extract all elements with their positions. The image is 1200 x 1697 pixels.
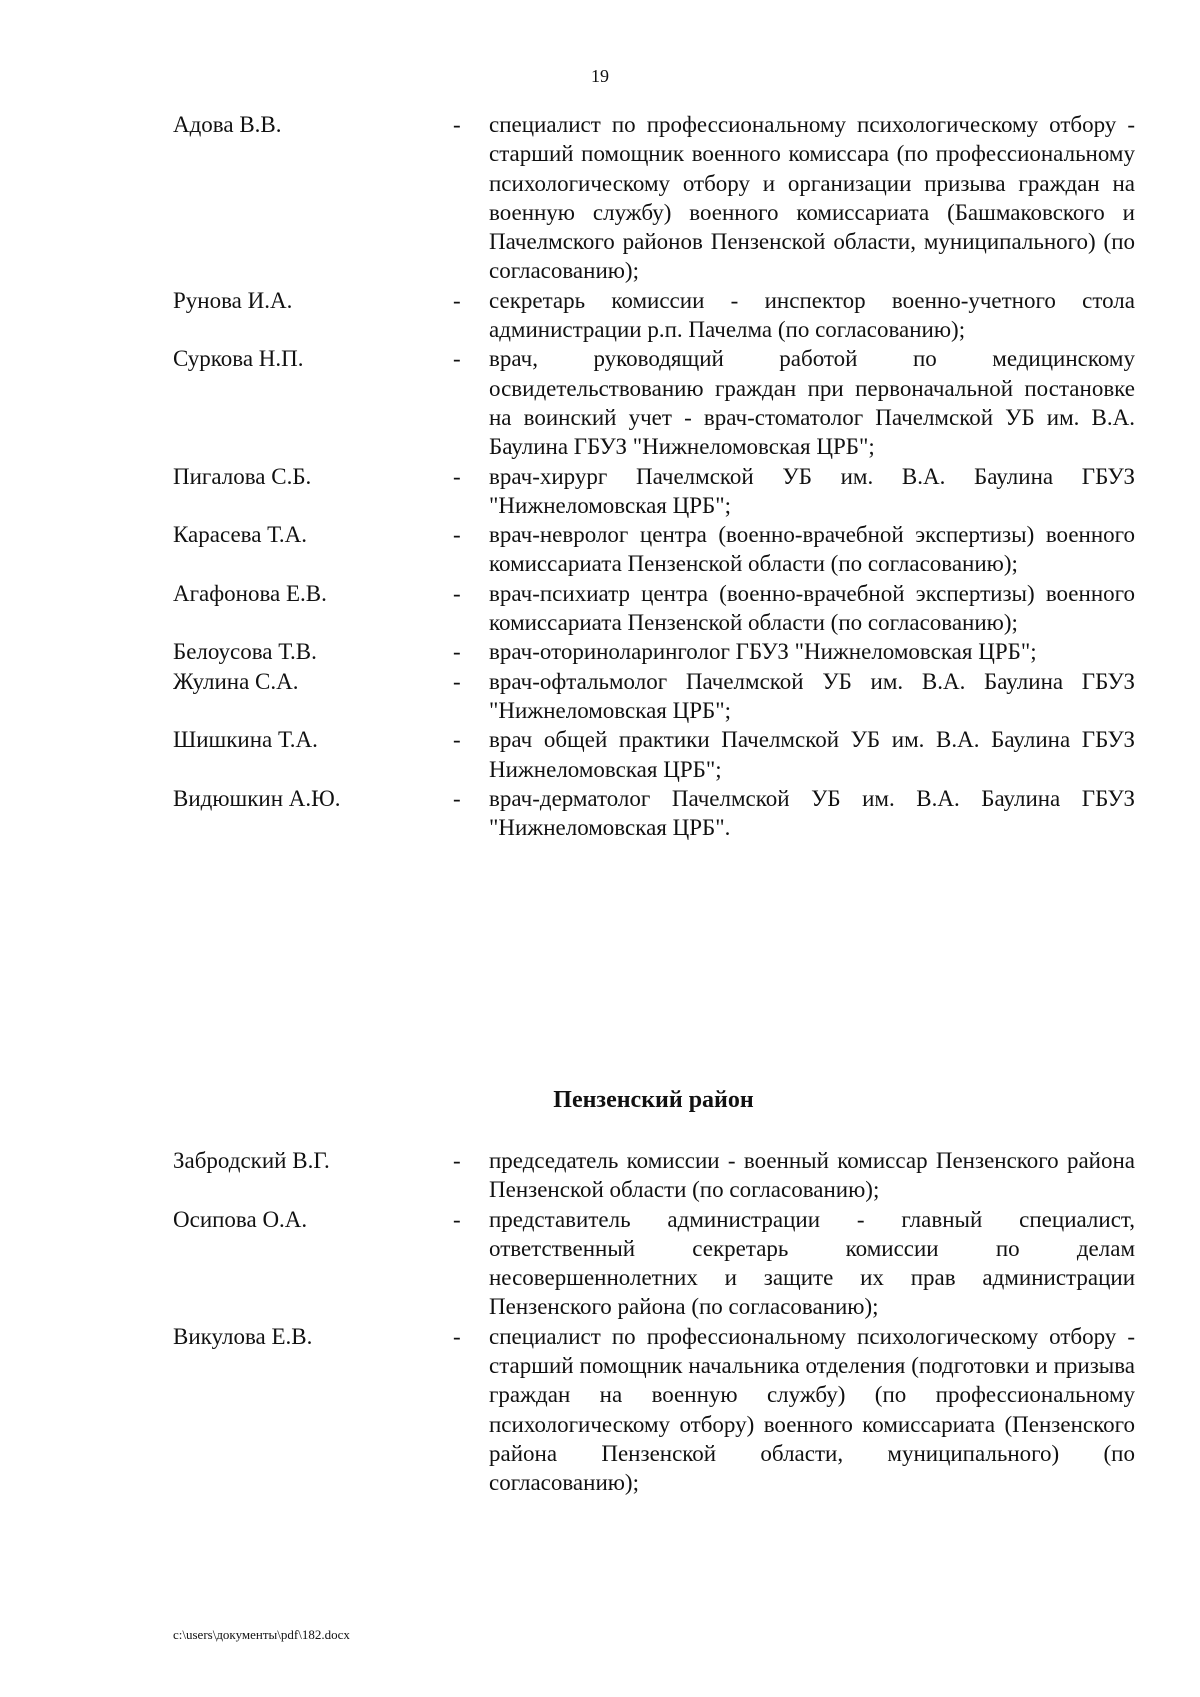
member-entry [0, 637, 1200, 666]
member-name: Забродский В.Г. [173, 1148, 330, 1173]
member-entry [0, 286, 1200, 345]
dash-separator: - [453, 727, 461, 753]
member-role: специалист по профессиональному психологическому отбору - старший помощник военного комиссара (по профессиональному психологическому отбору и организации призыва граждан на военную службу) военного комиссариата (Башмаковского и Пачелмского районов Пензенской области, муниципального) (по согласованию); [489, 112, 1135, 284]
section-title: Пензенский район [553, 1087, 754, 1113]
member-entry [0, 1205, 1200, 1322]
member-name: Шишкина Т.А. [173, 727, 318, 753]
page-number: 19 [591, 66, 609, 86]
dash-separator: - [453, 346, 461, 372]
member-name: Агафонова Е.В. [173, 580, 327, 606]
member-role: представитель администрации - главный специалист, ответственный секретарь комиссии по делам несовершеннолетних и защите их прав администрации Пензенского района (по согласованию); [489, 1206, 1135, 1320]
member-entry [0, 784, 1200, 843]
member-role: врач-офтальмолог Пачелмской УБ им. В.А. Баулина ГБУЗ "Нижнеломовская ЦРБ"; [489, 668, 1135, 723]
member-name: Адова В.В. [173, 112, 282, 137]
member-name: Викулова Е.В. [173, 1323, 313, 1349]
dash-separator: - [453, 1148, 461, 1173]
file-path-footer: c:\users\документы\pdf\182.docx [173, 1627, 350, 1642]
dash-separator: - [453, 112, 461, 137]
dash-separator: - [453, 580, 461, 606]
commission-list-penza-district [0, 1146, 1200, 1498]
member-entry [0, 1146, 1200, 1205]
member-entry [0, 725, 1200, 784]
dash-separator: - [453, 639, 461, 665]
member-entry [0, 579, 1200, 638]
member-entry [0, 462, 1200, 521]
dash-separator: - [453, 522, 461, 548]
member-name: Рунова И.А. [173, 287, 293, 313]
dash-separator: - [453, 287, 461, 313]
member-role: врач-психиатр центра (военно-врачебной экспертизы) военного комиссариата Пензенской области (по согласованию); [489, 580, 1135, 636]
dash-separator: - [453, 1323, 461, 1349]
member-role: врач-невролог центра (военно-врачебной экспертизы) военного комиссариата Пензенской области (по согласованию); [489, 522, 1135, 577]
member-entry [0, 520, 1200, 579]
dash-separator: - [453, 1206, 461, 1232]
member-role: врач общей практики Пачелмской УБ им. В.А. Баулина ГБУЗ Нижнеломовская ЦРБ"; [489, 727, 1135, 782]
member-name: Суркова Н.П. [173, 346, 304, 372]
member-entry [0, 1322, 1200, 1498]
member-name: Белоусова Т.В. [173, 639, 317, 665]
member-name: Осипова О.А. [173, 1206, 308, 1232]
member-name: Пигалова С.Б. [173, 463, 312, 489]
member-entry [0, 344, 1200, 461]
member-name: Видюшкин А.Ю. [173, 785, 341, 811]
commission-list-pachelma [0, 110, 1200, 842]
member-name: Карасева Т.А. [173, 522, 308, 548]
dash-separator: - [453, 785, 461, 811]
member-role: председатель комиссии - военный комиссар Пензенского района Пензенской области (по согласованию); [489, 1148, 1135, 1203]
member-role: секретарь комиссии - инспектор военно-учетного стола администрации р.п. Пачелма (по согласованию); [489, 287, 1135, 343]
member-entry [0, 667, 1200, 726]
member-entry [0, 110, 1200, 286]
member-name: Жулина С.А. [173, 668, 299, 694]
member-role: врач-оториноларинголог ГБУЗ "Нижнеломовская ЦРБ"; [489, 639, 1037, 665]
dash-separator: - [453, 463, 461, 489]
member-role: специалист по профессиональному психологическому отбору - старший помощник начальника отделения (подготовки и призыва граждан на военную службу) (по профессиональному психологическому отбору) военного комиссариата (Пензенского района Пензенской области, муниципального) (по согласованию); [489, 1323, 1135, 1496]
member-role: врач-дерматолог Пачелмской УБ им. В.А. Баулина ГБУЗ "Нижнеломовская ЦРБ". [489, 785, 1135, 841]
dash-separator: - [453, 668, 461, 694]
member-role: врач-хирург Пачелмской УБ им. В.А. Баулина ГБУЗ "Нижнеломовская ЦРБ"; [489, 463, 1135, 518]
member-role: врач, руководящий работой по медицинскому освидетельствованию граждан при первоначальной постановке на воинский учет - врач-стоматолог Пачелмской УБ им. В.А. Баулина ГБУЗ "Нижнеломовская ЦРБ"; [489, 346, 1135, 460]
